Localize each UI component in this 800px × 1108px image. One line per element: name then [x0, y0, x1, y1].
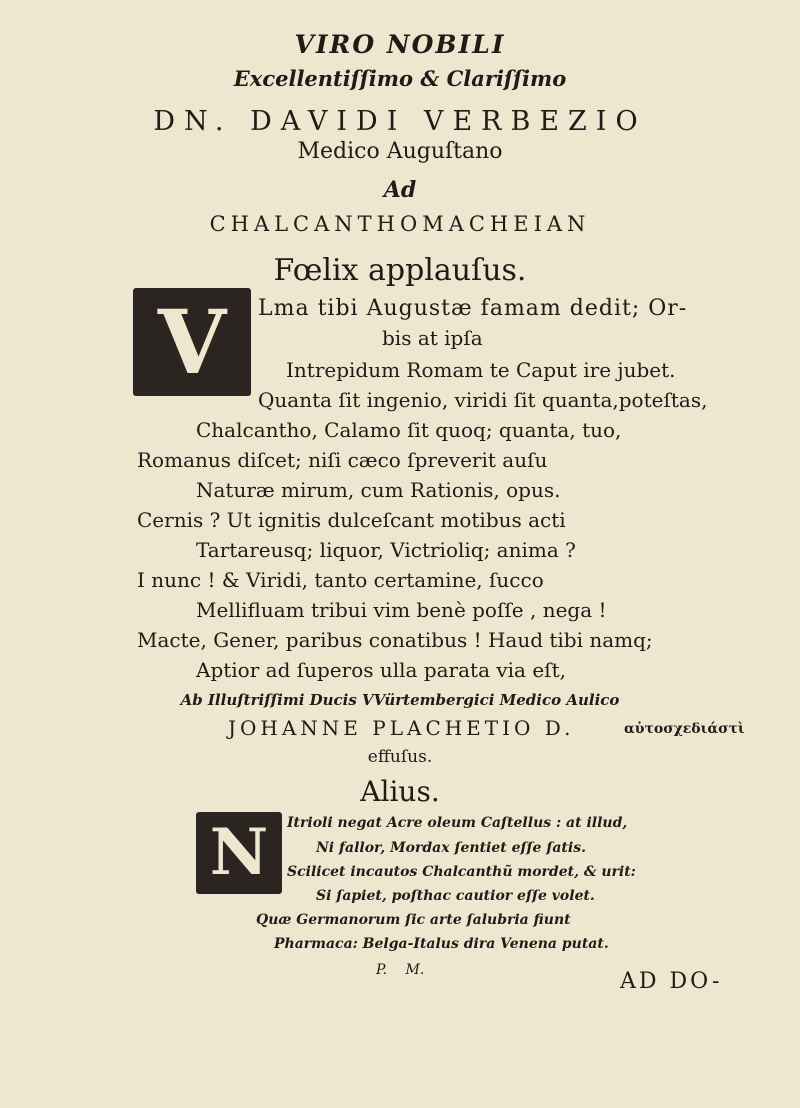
poem2-line: Pharmaca: Belga-Italus dira Venena putat. — [274, 936, 609, 952]
poem2-signature: P. M. — [376, 962, 425, 978]
attribution-line: Ab Illuſtriſſimi Ducis VVürtembergici Medico Aulico — [180, 691, 620, 709]
poem2-line: Si ſapiet, poſthac cautior eſſe volet. — [316, 888, 595, 904]
poem2-line: Quæ Germanorum ſic arte ſalubria fiunt — [256, 912, 571, 928]
poem-line: Cernis ? Ut ignitis dulceſcant motibus acti — [137, 508, 566, 532]
decorated-initial-letter: V — [157, 290, 227, 394]
dedication-line-viro-nobili: VIRO NOBILI — [294, 30, 506, 59]
catchword: AD DO- — [620, 969, 723, 994]
dedication-line-excellentissimo: Excellentiſſimo & Clariſſimo — [233, 66, 567, 91]
poem-line: bis at ipſa — [382, 326, 483, 350]
poem-line: Lma tibi Augustæ famam dedit; Or- — [258, 296, 688, 321]
attribution-greek: αὐτοσχεδιάστὶ — [624, 721, 745, 737]
poem-title: CHALCANTHOMACHEIAN — [209, 212, 591, 236]
decorated-initial-v — [133, 288, 251, 396]
poem-line: Mellifluam tribui vim benè poſſe , nega ! — [196, 598, 607, 622]
dedication-name: DN. DAVIDI VERBEZIO — [153, 106, 647, 137]
poem-line: Macte, Gener, paribus conatibus ! Haud tibi namq; — [137, 628, 653, 652]
poem-line: Quanta ſit ingenio, viridi ſit quanta,poteſtas, — [258, 388, 708, 412]
poem-line: Aptior ad ſuperos ulla parata via eſt, — [196, 658, 566, 682]
poem-subtitle: Fœlix applauſus. — [273, 253, 527, 288]
poem-line: I nunc ! & Viridi, tanto certamine, ſucco — [137, 568, 544, 592]
poem-line: Intrepidum Romam te Caput ire jubet. — [286, 358, 676, 382]
poem2-line: Scilicet incautos Chalcanthũ mordet, & urit: — [287, 864, 636, 880]
poem2-line: Itrioli negat Acre oleum Caſtellus : at illud, — [287, 815, 628, 831]
dedication-ad: Ad — [383, 177, 417, 203]
decorated-initial-n — [196, 812, 282, 894]
decorated-initial-letter: N — [209, 815, 269, 890]
alius-heading: Alius. — [360, 775, 440, 808]
poem2-line: Ni fallor, Mordax ſentiet eſſe ſatis. — [316, 840, 586, 856]
poem-line: Naturæ mirum, cum Rationis, opus. — [196, 478, 561, 502]
poem-line: Romanus diſcet; niſi cæco ſpreverit auſu — [137, 448, 548, 472]
dedication-title: Medico Auguſtano — [297, 139, 503, 164]
poem-line: Chalcantho, Calamo ſit quoq; quanta, tuo, — [196, 418, 622, 442]
poem-line: Tartareusq; liquor, Victrioliq; anima ? — [196, 538, 576, 562]
attribution-author: JOHANNE PLACHETIO D. — [228, 716, 575, 740]
attribution-effusus: effuſus. — [367, 747, 433, 767]
